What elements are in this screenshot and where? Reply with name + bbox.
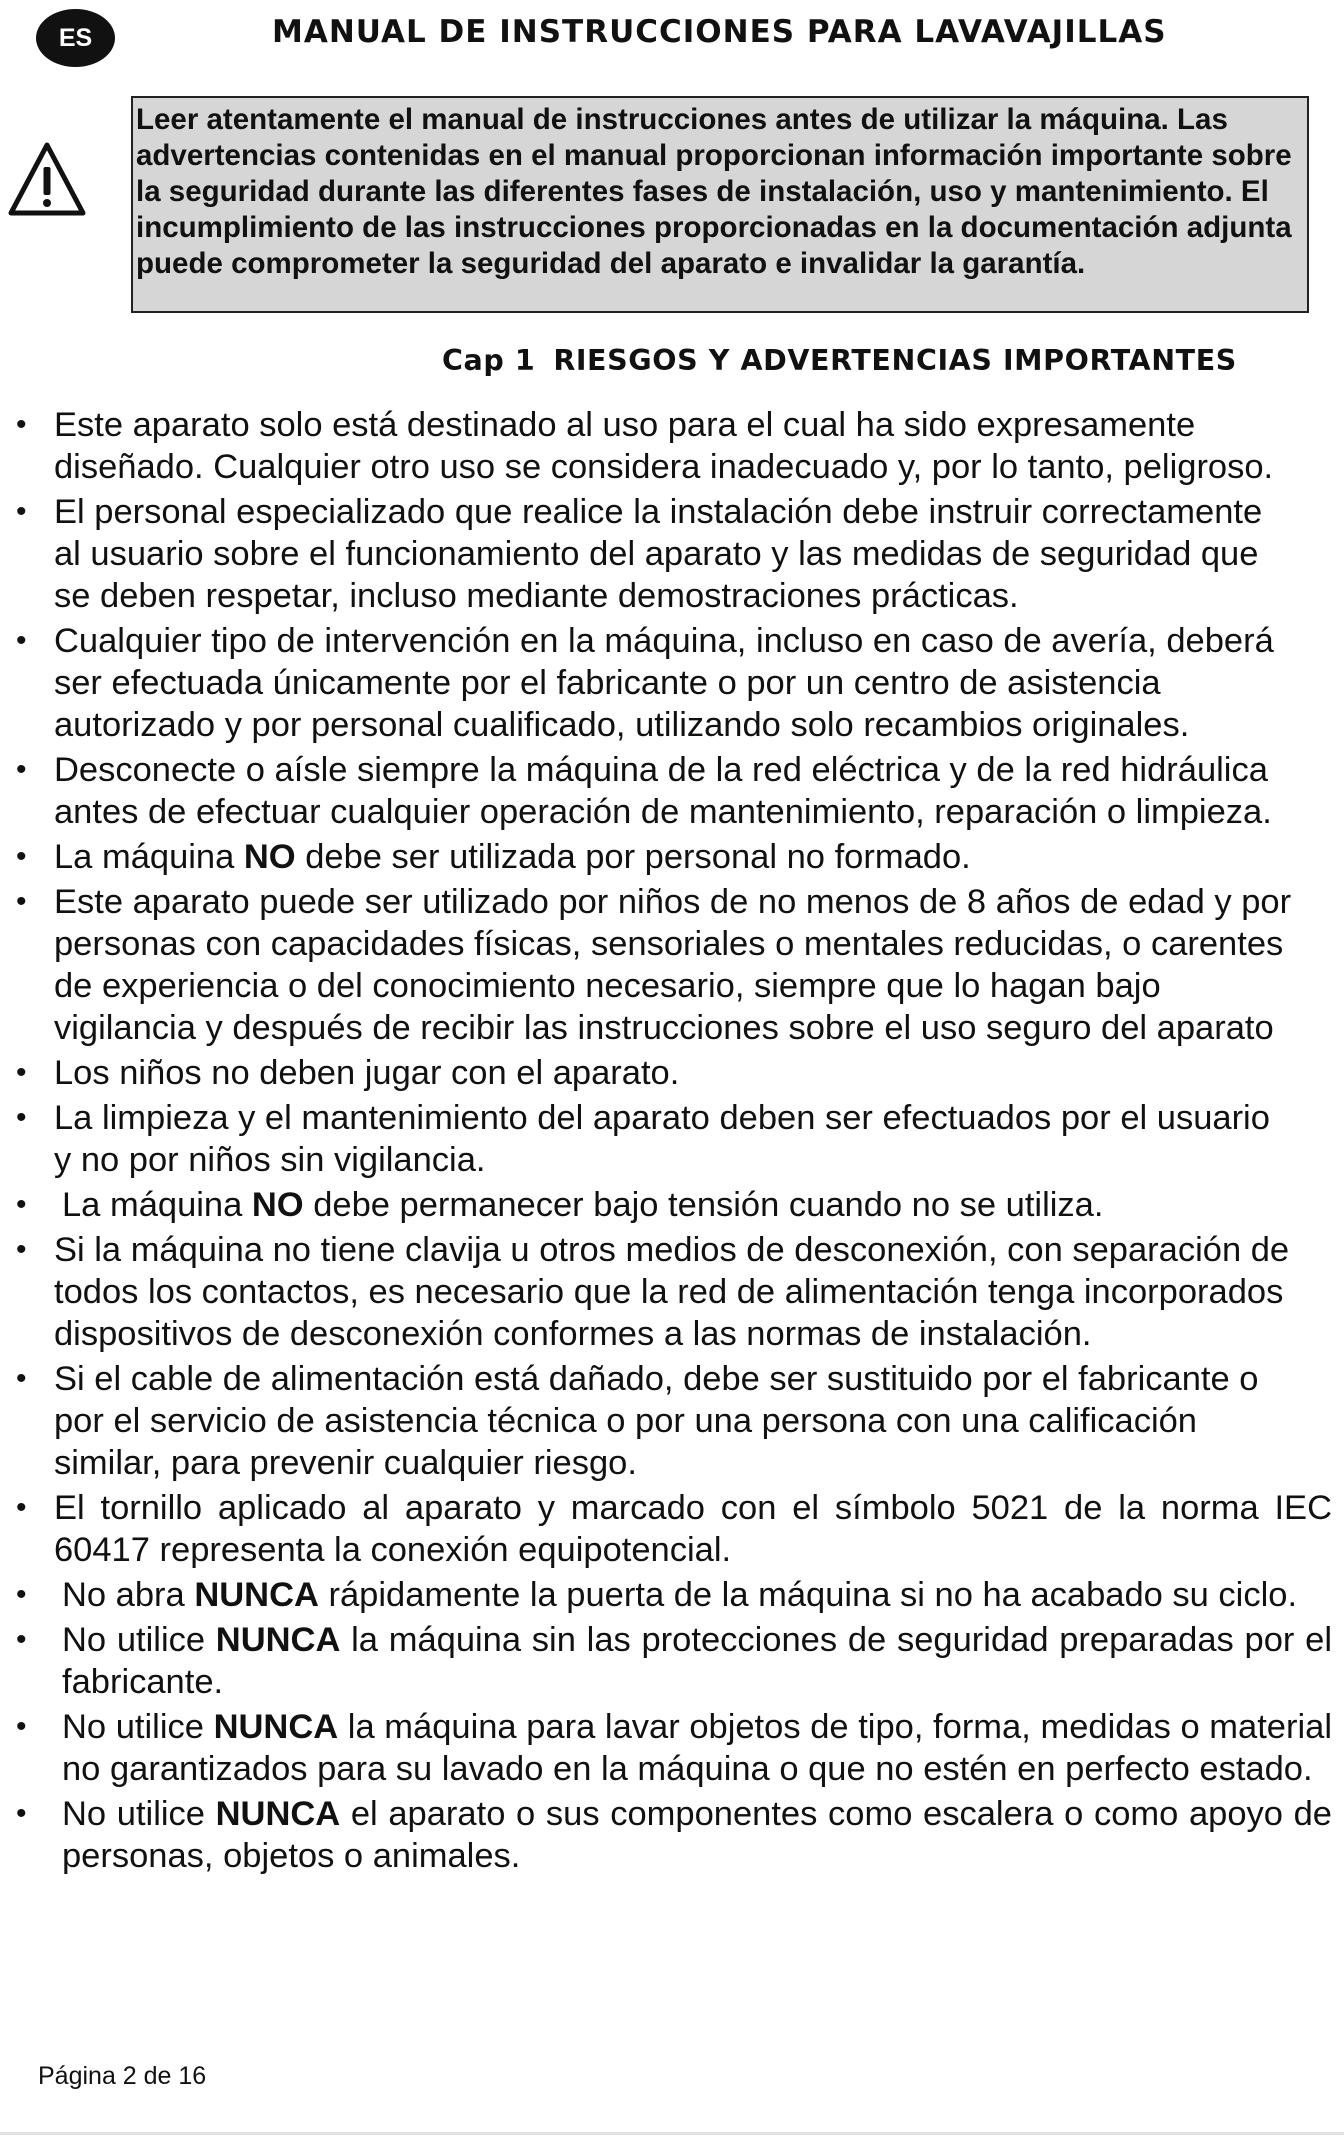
rule-line: Este aparato solo está destinado al uso para el cual ha sido expresamente <box>54 406 1196 444</box>
rule-text-end: debe permanecer bajo tensión cuando no se utiliza. <box>303 1186 1104 1224</box>
rule-item <box>0 1793 1332 1877</box>
rule-line: al usuario sobre el funcionamiento del aparato y las medidas de seguridad que <box>54 535 1259 573</box>
warning-box <box>131 96 1309 313</box>
rule-text: El tornillo aplicado al aparato y marcado con el símbolo 5021 de la norma IEC 60417 representa la conexión equipotencial. <box>54 1489 1332 1569</box>
rule-text <box>54 1574 1332 1616</box>
document-title: MANUAL DE INSTRUCCIONES PARA LAVAVAJILLAS <box>272 14 1167 50</box>
rule-item <box>0 620 1332 746</box>
rule-item <box>0 1229 1332 1355</box>
rule-line: Si el cable de alimentación está dañado, debe ser sustituido por el fabricante o <box>54 1360 1259 1398</box>
bullet-icon: • <box>16 885 27 918</box>
rule-text <box>54 1619 1332 1703</box>
rule-text-end: el aparato o sus componentes como escalera o como apoyo de personas, objetos o animales. <box>62 1795 1332 1875</box>
bullet-icon: • <box>16 1578 27 1611</box>
rule-text <box>54 1229 1332 1355</box>
section-heading <box>442 344 1237 377</box>
bullet-icon: • <box>16 624 27 657</box>
rule-line: se deben respetar, incluso mediante demostraciones prácticas. <box>54 577 1019 615</box>
rule-line: y no por niños sin vigilancia. <box>54 1141 486 1179</box>
rule-line: todos los contactos, es necesario que la red de alimentación tenga incorporados <box>54 1273 1284 1311</box>
rule-text-end: la máquina sin las protecciones de seguridad preparadas por el fabricante. <box>62 1621 1332 1701</box>
rule-line: ser efectuada únicamente por el fabricante o por un centro de asistencia <box>54 664 1161 702</box>
bullet-icon: • <box>16 1101 27 1134</box>
language-badge: ES <box>36 9 115 67</box>
rule-line: antes de efectuar cualquier operación de mantenimiento, reparación o limpieza. <box>54 793 1272 831</box>
rule-text-start: La máquina <box>54 838 244 876</box>
bullet-icon: • <box>16 1491 27 1524</box>
warning-text: Leer atentamente el manual de instrucciones antes de utilizar la máquina. Las advertencias contenidas en el manual proporcionan información importante sobre la seguridad durante las diferentes fases de instalación, uso y mantenimiento. El incumplimiento de las instrucciones proporcionadas en la documentación adjunta puede comprometer la seguridad del aparato e invalidar la garantía. <box>136 103 1292 280</box>
rule-text <box>54 404 1332 488</box>
rule-item <box>0 881 1332 1049</box>
rule-item <box>0 1052 1332 1094</box>
rule-text-start: La máquina <box>62 1186 252 1224</box>
rule-line: Si la máquina no tiene clavija u otros medios de desconexión, con separación de <box>54 1231 1290 1269</box>
rule-item <box>0 836 1332 878</box>
rule-emphasis: NO <box>251 1186 304 1224</box>
rule-text <box>54 836 1332 878</box>
page-number: Página 2 de 16 <box>38 2062 207 2090</box>
rule-text-start: No utilice <box>62 1708 214 1746</box>
rule-line: personas con capacidades físicas, sensoriales o mentales reducidas, o carentes <box>54 925 1284 963</box>
rule-emphasis: NUNCA <box>194 1576 319 1614</box>
rule-line: vigilancia y después de recibir las instrucciones sobre el uso seguro del aparato <box>54 1009 1274 1047</box>
rule-item <box>0 1574 1332 1616</box>
bullet-icon: • <box>16 753 27 786</box>
rule-emphasis: NUNCA <box>213 1708 339 1746</box>
rule-text-start: No abra <box>62 1576 195 1614</box>
chapter-title: RIESGOS Y ADVERTENCIAS IMPORTANTES <box>553 344 1237 377</box>
page-bottom-edge <box>0 2132 1344 2135</box>
safety-rules-list <box>0 404 1332 1880</box>
rule-line: dispositivos de desconexión conformes a las normas de instalación. <box>54 1315 1092 1353</box>
bullet-icon: • <box>16 1623 27 1656</box>
rule-text <box>54 1097 1332 1181</box>
rule-text <box>54 1052 1332 1094</box>
rule-line: La limpieza y el mantenimiento del aparato deben ser efectuados por el usuario <box>54 1099 1270 1137</box>
bullet-icon: • <box>16 1710 27 1743</box>
bullet-icon: • <box>16 1797 27 1830</box>
rule-item <box>0 1358 1332 1484</box>
rule-text <box>54 749 1332 833</box>
rule-item <box>0 491 1332 617</box>
rule-item <box>0 1097 1332 1181</box>
rule-line: Los niños no deben jugar con el aparato. <box>54 1054 680 1092</box>
rule-text-start: No utilice <box>62 1621 216 1659</box>
rule-item <box>0 404 1332 488</box>
bullet-icon: • <box>16 840 27 873</box>
rule-text <box>54 1706 1332 1790</box>
rule-emphasis: NO <box>243 838 296 876</box>
rule-item <box>0 1619 1332 1703</box>
rule-line: Desconecte o aísle siempre la máquina de la red eléctrica y de la red hidráulica <box>54 751 1268 789</box>
bullet-icon: • <box>16 1056 27 1089</box>
rule-line: Cualquier tipo de intervención en la máquina, incluso en caso de avería, deberá <box>54 622 1274 660</box>
rule-emphasis: NUNCA <box>215 1795 341 1833</box>
warning-triangle-icon <box>8 141 86 219</box>
rule-text <box>54 1184 1332 1226</box>
chapter-number: Cap 1 <box>442 344 536 377</box>
rule-line: Este aparato puede ser utilizado por niños de no menos de 8 años de edad y por <box>54 883 1292 921</box>
rule-text-end: rápidamente la puerta de la máquina si no ha acabado su ciclo. <box>318 1576 1298 1614</box>
rule-text <box>54 1793 1332 1877</box>
rule-item <box>0 1184 1332 1226</box>
bullet-icon: • <box>16 1233 27 1266</box>
bullet-icon: • <box>16 495 27 528</box>
rule-item <box>0 749 1332 833</box>
rule-line: similar, para prevenir cualquier riesgo. <box>54 1444 637 1482</box>
rule-text-start: No utilice <box>62 1795 216 1833</box>
rule-item <box>0 1487 1332 1571</box>
rule-line: diseñado. Cualquier otro uso se considera inadecuado y, por lo tanto, peligroso. <box>54 448 1274 486</box>
rule-text <box>54 881 1332 1049</box>
bullet-icon: • <box>16 1362 27 1395</box>
rule-line: por el servicio de asistencia técnica o por una persona con una calificación <box>54 1402 1197 1440</box>
rule-line: de experiencia o del conocimiento necesario, siempre que lo hagan bajo <box>54 967 1161 1005</box>
rule-emphasis: NUNCA <box>215 1621 341 1659</box>
rule-text-end: debe ser utilizada por personal no formado. <box>295 838 971 876</box>
rule-text <box>54 620 1332 746</box>
rule-text <box>54 491 1332 617</box>
rule-line: autorizado y por personal cualificado, utilizando solo recambios originales. <box>54 706 1190 744</box>
rule-item <box>0 1706 1332 1790</box>
rule-text <box>54 1358 1332 1484</box>
bullet-icon: • <box>16 408 27 441</box>
rule-line: El personal especializado que realice la instalación debe instruir correctamente <box>54 493 1263 531</box>
bullet-icon: • <box>16 1188 27 1221</box>
rule-text-end: la máquina para lavar objetos de tipo, forma, medidas o material no garantizados para su lavado en la máquina o que no estén en perfecto estado. <box>62 1708 1332 1788</box>
